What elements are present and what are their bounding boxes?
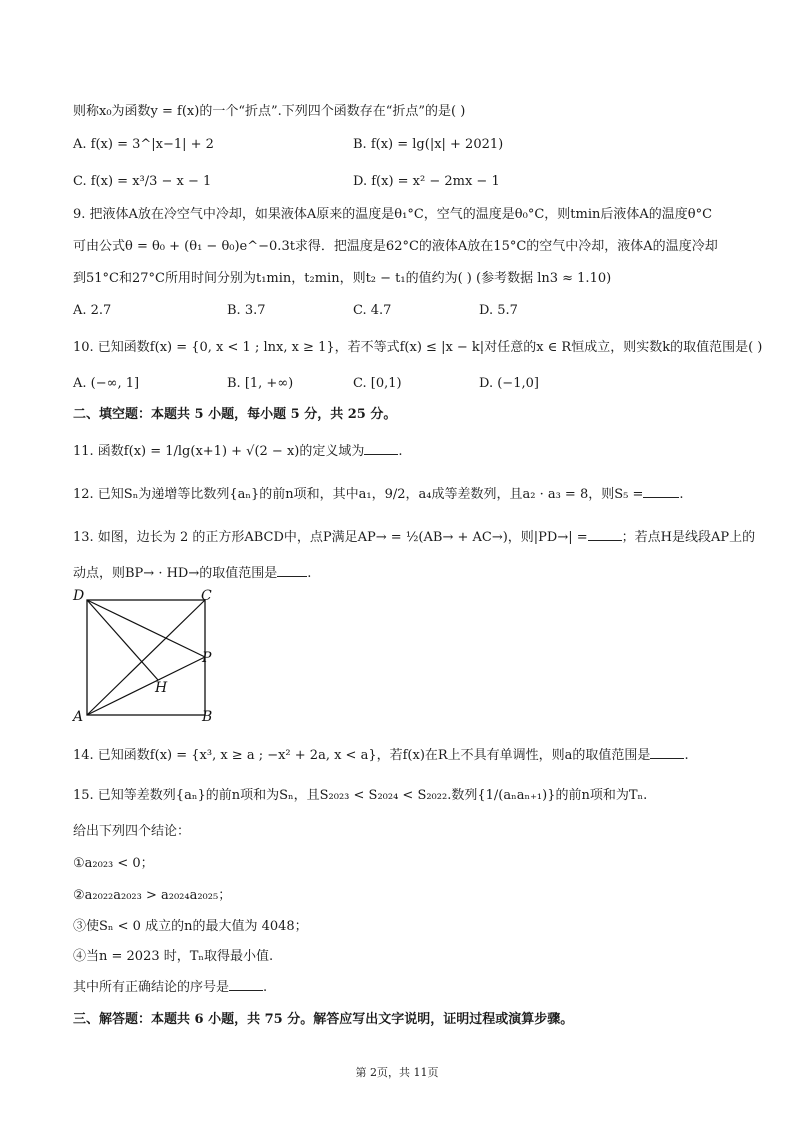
q9-option-b: B. 3.7 bbox=[227, 303, 266, 318]
q8-option-c: C. f(x) = x³/3 − x − 1 bbox=[73, 174, 212, 189]
q15-given: 给出下列四个结论： bbox=[73, 824, 191, 839]
q11-text: 11. 函数f(x) = 1/lg(x+1) + √(2 − x)的定义域为 bbox=[73, 444, 365, 459]
q15-answer-blank[interactable] bbox=[229, 978, 263, 991]
q15-conclusion-1: ①a₂₀₂₃ < 0； bbox=[73, 856, 154, 871]
q15-ask bbox=[73, 978, 267, 997]
q9-option-c: C. 4.7 bbox=[353, 303, 392, 318]
q10-option-a: A. (−∞, 1] bbox=[73, 376, 140, 391]
q13-line-1 bbox=[73, 528, 755, 547]
section-2-heading: 二、填空题：本题共 5 小题，每小题 5 分，共 25 分。 bbox=[73, 407, 397, 422]
segment-dp bbox=[87, 600, 205, 657]
q15-conclusion-2: ②a₂₀₂₂a₂₀₂₃ > a₂₀₂₄a₂₀₂₅； bbox=[73, 888, 232, 903]
q14-stem bbox=[73, 746, 689, 765]
q11-answer-blank[interactable] bbox=[364, 442, 398, 455]
q8-option-a: A. f(x) = 3^|x−1| + 2 bbox=[73, 137, 214, 152]
q15-conclusion-3: ③使Sₙ < 0 成立的n的最大值为 4048； bbox=[73, 919, 308, 934]
label-b: B bbox=[202, 709, 213, 725]
q12-text: 12. 已知Sₙ为递增等比数列{aₙ}的前n项和，其中a₁，9/2，a₄成等差数列，且a₂ · a₃ = 8，则S₅ = bbox=[73, 487, 644, 502]
q15-stem: 15. 已知等差数列{aₙ}的前n项和为Sₙ，且S₂₀₂₃ < S₂₀₂₄ < S₂₀₂₂.数列{1/(aₙaₙ₊₁)}的前n项和为Tₙ. bbox=[73, 788, 648, 803]
q13-text-1: 13. 如图，边长为 2 的正方形ABCD中，点P满足AP→ = ½(AB→ + AC→)，则|PD→| = bbox=[73, 530, 588, 545]
q10-stem: 10. 已知函数f(x) = {0, x < 1 ; lnx, x ≥ 1}，若不等式f(x) ≤ |x − k|对任意的x ∈ R恒成立，则实数k的取值范围是( ) bbox=[73, 340, 763, 355]
q11-stem bbox=[73, 442, 403, 461]
diagonal-ac bbox=[87, 600, 205, 715]
section-3-heading: 三、解答题：本题共 6 小题，共 75 分。解答应写出文字说明，证明过程或演算步骤。 bbox=[73, 1012, 574, 1027]
q15-period: . bbox=[263, 980, 268, 995]
q9-option-d: D. 5.7 bbox=[479, 303, 518, 318]
q8-option-b: B. f(x) = lg(|x| + 2021) bbox=[353, 137, 504, 152]
label-a: A bbox=[73, 709, 84, 725]
q13-line-2 bbox=[73, 564, 311, 583]
label-d: D bbox=[73, 588, 85, 604]
q12-answer-blank[interactable] bbox=[643, 485, 679, 498]
q8-stem-tail: 则称x₀为函数y = f(x)的一个“折点”.下列四个函数存在“折点”的是( ) bbox=[73, 104, 466, 119]
q8-option-d: D. f(x) = x² − 2mx − 1 bbox=[353, 174, 500, 189]
q12-period: . bbox=[679, 487, 684, 502]
q15-conclusion-4: ④当n = 2023 时，Tₙ取得最小值. bbox=[73, 949, 274, 964]
q12-stem bbox=[73, 485, 684, 504]
q13-text-1b: ；若点H是线段AP上的 bbox=[621, 530, 756, 545]
q13-period: . bbox=[307, 566, 312, 581]
q9-line-3: 到51°C和27°C所用时间分别为t₁min，t₂min，则t₂ − t₁的值约为( ) (参考数据 ln3 ≈ 1.10) bbox=[73, 271, 612, 286]
q13-answer-blank-2[interactable] bbox=[277, 564, 307, 577]
q10-option-c: C. [0,1) bbox=[353, 376, 402, 391]
q9-line-1: 9. 把液体A放在冷空气中冷却，如果液体A原来的温度是θ₁°C，空气的温度是θ₀°C，则tmin后液体A的温度θ°C bbox=[73, 207, 713, 222]
label-h: H bbox=[155, 680, 168, 696]
q9-option-a: A. 2.7 bbox=[73, 303, 112, 318]
segment-dh bbox=[87, 600, 158, 680]
q13-answer-blank-1[interactable] bbox=[588, 528, 622, 541]
label-c: C bbox=[201, 588, 212, 604]
q14-answer-blank[interactable] bbox=[650, 746, 684, 759]
q10-option-b: B. [1, +∞) bbox=[227, 376, 294, 391]
q9-line-2: 可由公式θ = θ₀ + (θ₁ − θ₀)e^−0.3t求得．把温度是62°C的液体A放在15°C的空气中冷却，液体A的温度冷却 bbox=[73, 239, 718, 254]
q11-period: . bbox=[398, 444, 403, 459]
page-footer: 第 2页，共 11页 bbox=[355, 1066, 439, 1079]
q13-text-2: 动点，则BP→ · HD→的取值范围是 bbox=[73, 566, 278, 581]
q15-ask-text: 其中所有正确结论的序号是 bbox=[73, 980, 230, 995]
q14-period: . bbox=[684, 748, 689, 763]
q10-option-d: D. (−1,0] bbox=[479, 376, 539, 391]
q14-text: 14. 已知函数f(x) = {x³, x ≥ a ; −x² + 2a, x < a}，若f(x)在R上不具有单调性，则a的取值范围是 bbox=[73, 748, 651, 763]
label-p: P bbox=[202, 650, 212, 666]
square-abcd-figure bbox=[70, 588, 220, 728]
